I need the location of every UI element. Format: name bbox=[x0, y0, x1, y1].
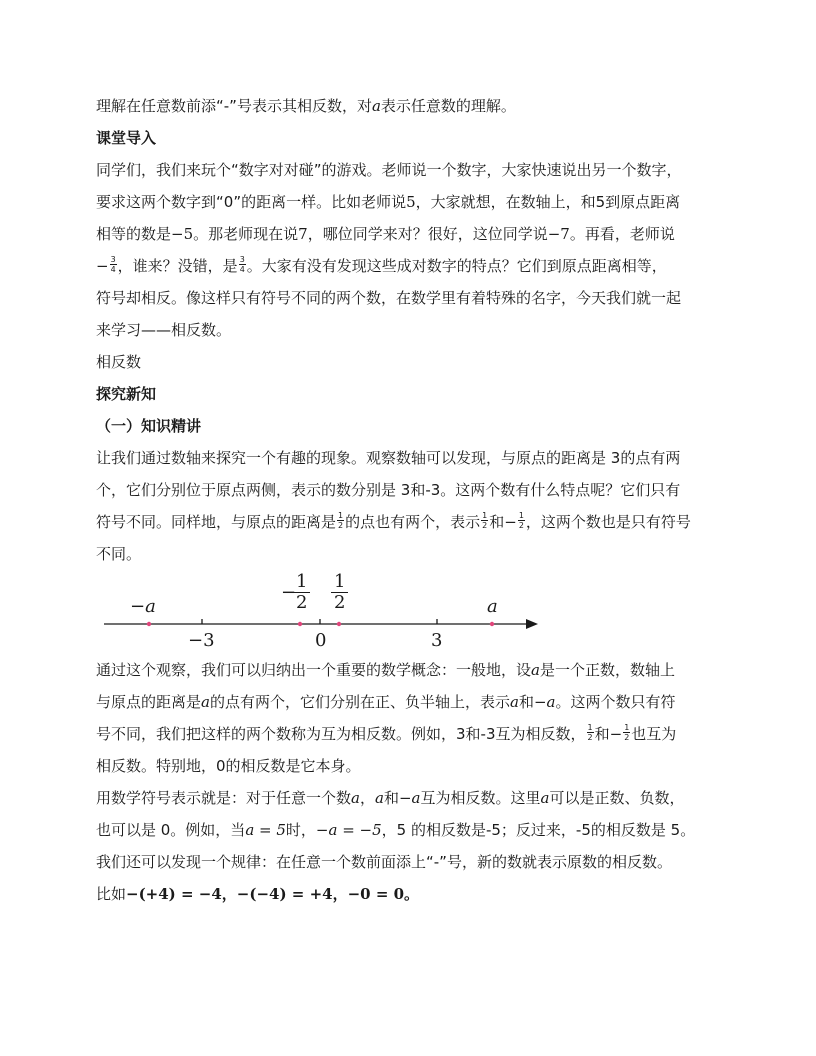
text: 。这两个数只有符 bbox=[555, 693, 676, 711]
label-pos3: 3 bbox=[431, 630, 443, 651]
concept-line-2 bbox=[96, 686, 724, 718]
explore-line-3 bbox=[96, 506, 724, 538]
var-neg-a: −a bbox=[398, 789, 421, 807]
fraction bbox=[623, 723, 630, 742]
text: 的点有两个，它们分别在正、负半轴上，表示 bbox=[209, 693, 510, 711]
text: 要求这两个数字到“0”的距离一样。比如老师说 bbox=[96, 193, 407, 211]
minus-sign: − bbox=[504, 513, 517, 531]
numerator: 1 bbox=[624, 723, 630, 732]
text: 。那老师现在说 bbox=[193, 225, 299, 243]
concept-line-5 bbox=[96, 782, 724, 814]
denominator: 2 bbox=[296, 592, 308, 613]
intro-line-4 bbox=[96, 250, 724, 282]
text: ，谁来？没错，是 bbox=[117, 257, 238, 275]
text: ，这两个数也是只有符号 bbox=[525, 513, 691, 531]
numerator: 1 bbox=[293, 572, 310, 593]
explore-line-2: 个，它们分别位于原点两侧，表示的数分别是 3和-3。这两个数有什么特点呢？它们只有 bbox=[96, 481, 681, 499]
label-neg-half-sign: − bbox=[281, 582, 297, 603]
intro-line-6: 来学习——相反数。 bbox=[96, 321, 232, 339]
fraction bbox=[518, 511, 525, 530]
document-page bbox=[96, 90, 724, 910]
var-a: a bbox=[371, 97, 381, 115]
intro-line-1: 同学们，我们来玩个“数字对对碰”的游戏。老师说一个数字，大家快速说出另一个数字， bbox=[96, 161, 682, 179]
var-a: a bbox=[509, 693, 519, 711]
concept-line-7: 我们还可以发现一个规律：在任意一个数前面添上“-”号，新的数就表示原数的相反数。 bbox=[96, 853, 672, 871]
point-half bbox=[337, 622, 341, 626]
text: 用数学符号表示就是：对于任意一个数 bbox=[96, 789, 352, 807]
text: 和 bbox=[594, 725, 610, 743]
denominator: 2 bbox=[338, 521, 344, 530]
intro-line-2 bbox=[96, 186, 724, 218]
label-a: a bbox=[487, 596, 498, 617]
point-a bbox=[490, 622, 494, 626]
text: 互为相反数。这里 bbox=[420, 789, 541, 807]
concept-line-3 bbox=[96, 718, 724, 750]
fraction bbox=[110, 255, 117, 274]
explore-line-4: 不同。 bbox=[96, 545, 142, 563]
intro-line-5: 符号却相反。像这样只有符号不同的两个数，在数学里有着特殊的名字，今天我们就一起 bbox=[96, 289, 682, 307]
point-neg-half bbox=[298, 622, 302, 626]
point-neg-a bbox=[147, 622, 151, 626]
denominator: 2 bbox=[587, 733, 593, 742]
text: ，哪位同学来对？很好，这位同学说 bbox=[307, 225, 548, 243]
numerator: 3 bbox=[110, 255, 116, 264]
text: 表示任意数的理解。 bbox=[380, 97, 516, 115]
text: ，5 的相反数是-5；反过来，-5的相反数是 5。 bbox=[381, 821, 696, 839]
explore-line-1: 让我们通过数轴来探究一个有趣的现象。观察数轴可以发现，与原点的距离是 3的点有两 bbox=[96, 449, 681, 467]
minus-sign: − bbox=[96, 257, 109, 275]
var-a: a bbox=[351, 789, 360, 807]
minus-sign: − bbox=[609, 725, 623, 743]
number-line-figure bbox=[96, 571, 724, 654]
concept-line-8 bbox=[96, 878, 724, 910]
denominator: 2 bbox=[624, 733, 630, 742]
label-neg-a: −a bbox=[130, 596, 156, 617]
equation: a = 5 bbox=[245, 821, 286, 839]
number: 5 bbox=[406, 193, 416, 211]
fraction bbox=[337, 511, 344, 530]
numerator: 1 bbox=[518, 511, 524, 520]
text: 的点也有两个，表示 bbox=[345, 513, 481, 531]
denominator: 4 bbox=[239, 265, 245, 274]
axis-arrow bbox=[526, 619, 538, 629]
subheading-knowledge: （一）知识精讲 bbox=[96, 417, 202, 435]
concept-line-1 bbox=[96, 654, 724, 686]
equation: −a = −5 bbox=[315, 821, 382, 839]
numerator: 1 bbox=[587, 723, 593, 732]
equation: −(+4) = −4，−(−4) = +4，−0 = 0。 bbox=[126, 885, 420, 903]
heading-explore: 探究新知 bbox=[96, 385, 157, 403]
text: 时， bbox=[285, 821, 316, 839]
denominator: 2 bbox=[334, 592, 346, 613]
text: 比如 bbox=[96, 885, 127, 903]
objective-line bbox=[96, 90, 724, 122]
lesson-title: 相反数 bbox=[96, 353, 142, 371]
text: 是一个正数，数轴上 bbox=[539, 661, 675, 679]
var-a: a bbox=[201, 693, 210, 711]
numerator: 1 bbox=[331, 572, 348, 593]
text: 。再看，老师说 bbox=[569, 225, 675, 243]
number: −7 bbox=[547, 225, 570, 243]
text: 通过这个观察，我们可以归纳出一个重要的数学概念：一般地，设 bbox=[96, 661, 532, 679]
text: 相等的数是 bbox=[96, 225, 172, 243]
text: 可以是正数、负数， bbox=[549, 789, 685, 807]
text: ， bbox=[359, 789, 375, 807]
numerator: 1 bbox=[338, 511, 344, 520]
intro-line-3 bbox=[96, 218, 724, 250]
concept-line-4: 相反数。特别地，0的相反数是它本身。 bbox=[96, 757, 361, 775]
var-a: a bbox=[531, 661, 540, 679]
text: 号不同，我们把这样的两个数称为互为相反数。例如，3和-3互为相反数， bbox=[96, 725, 586, 743]
label-neg-half bbox=[293, 572, 310, 613]
text: 和 bbox=[383, 789, 399, 807]
var-a: a bbox=[374, 789, 384, 807]
denominator: 2 bbox=[518, 521, 524, 530]
number: 7 bbox=[298, 225, 308, 243]
numerator: 1 bbox=[482, 511, 488, 520]
text: ，大家就想，在数轴上，和5到原点距离 bbox=[415, 193, 681, 211]
label-neg3: −3 bbox=[188, 630, 215, 651]
concept-line-6 bbox=[96, 814, 724, 846]
text: 符号不同。同样地，与原点的距离是 bbox=[96, 513, 337, 531]
denominator: 2 bbox=[482, 521, 488, 530]
label-half bbox=[331, 572, 348, 613]
text: 也互为 bbox=[631, 725, 677, 743]
var-a: a bbox=[540, 789, 550, 807]
number: −5 bbox=[171, 225, 194, 243]
numerator: 3 bbox=[239, 255, 245, 264]
fraction bbox=[587, 723, 594, 742]
text: 也可以是 0。例如，当 bbox=[96, 821, 246, 839]
heading-intro: 课堂导入 bbox=[96, 129, 157, 147]
text: 和 bbox=[518, 693, 534, 711]
var-neg-a: −a bbox=[533, 693, 556, 711]
text: 理解在任意数前添“-”号表示其相反数，对 bbox=[96, 97, 372, 115]
label-zero: 0 bbox=[315, 630, 327, 651]
text: 。大家有没有发现这些成对数字的特点？它们到原点距离相等， bbox=[246, 257, 667, 275]
denominator: 4 bbox=[110, 265, 116, 274]
text: 与原点的距离是 bbox=[96, 693, 202, 711]
fraction bbox=[239, 255, 246, 274]
text: 和 bbox=[489, 513, 505, 531]
fraction bbox=[481, 511, 488, 530]
